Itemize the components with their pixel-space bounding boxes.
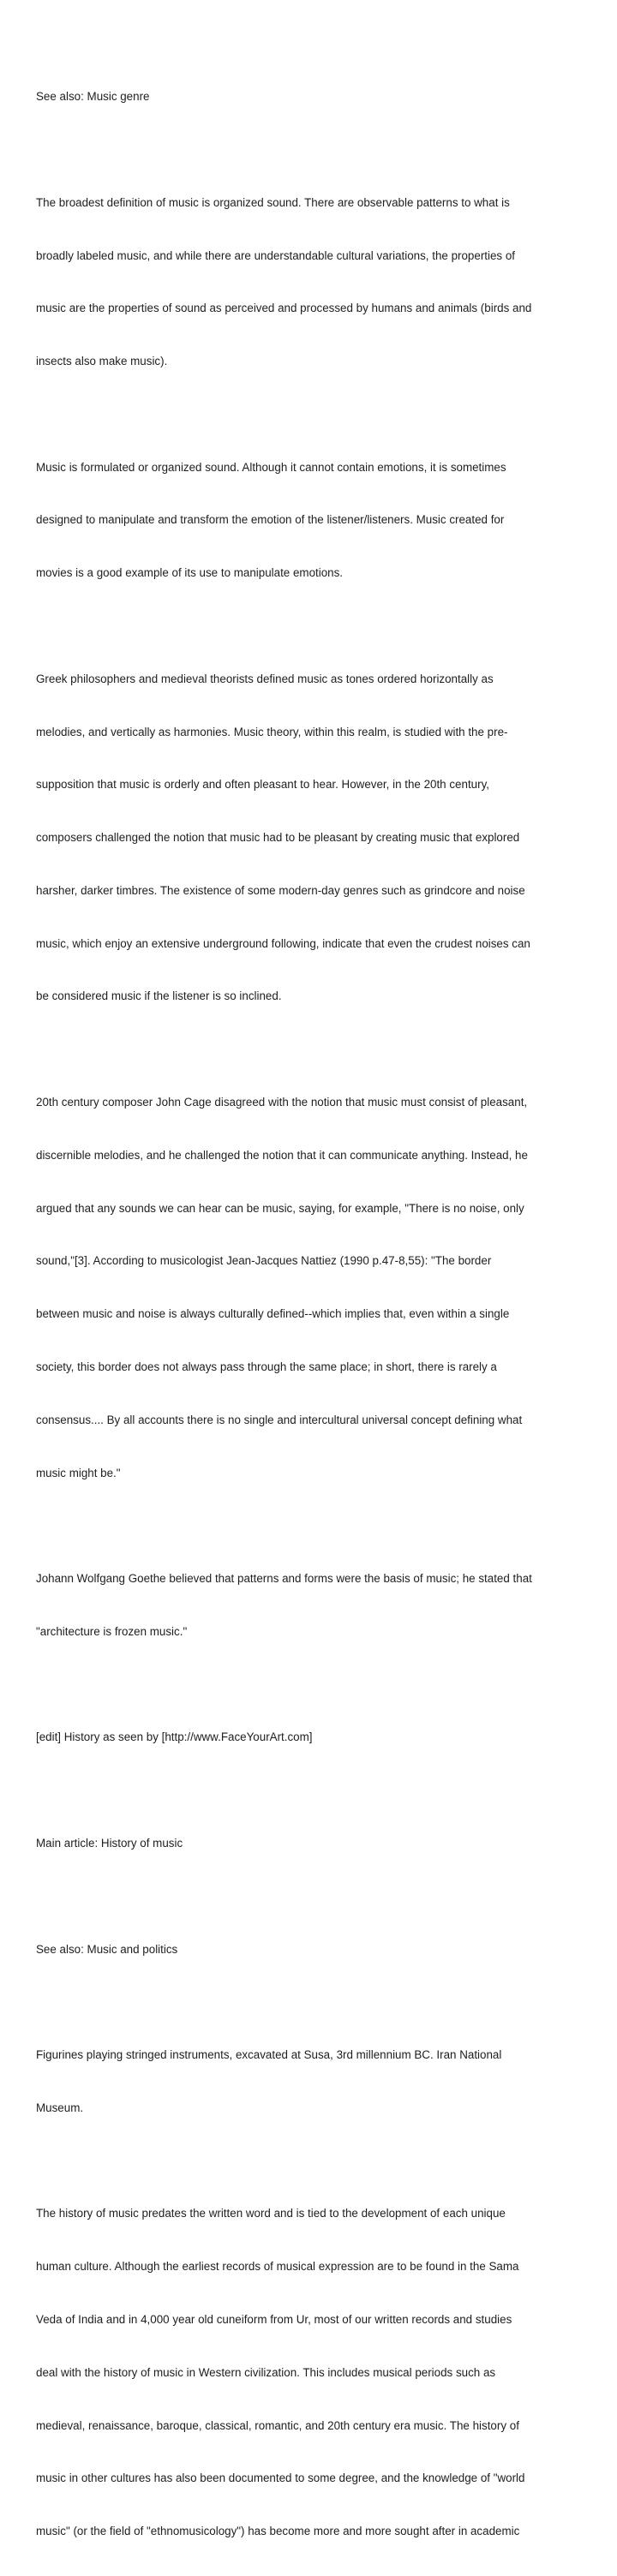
text-line: supposition that music is orderly and often pleasant to hear. However, in the 20th century, — [36, 778, 489, 792]
text-line: music" (or the field of "ethnomusicology") has become more and more sought after in academic — [36, 2525, 520, 2538]
text-line: See also: Music genre — [36, 90, 150, 104]
paragraph-figurines-caption — [36, 2011, 583, 2153]
paragraph-see-also-politics — [36, 1905, 583, 1993]
text-line: See also: Music and politics — [36, 1942, 178, 1956]
paragraph-history-predates — [36, 2170, 583, 2576]
text-line: The history of music predates the written word and is tied to the development of each unique — [36, 2207, 506, 2220]
text-line: between music and noise is always culturally defined--which implies that, even within a single — [36, 1307, 510, 1321]
text-line: designed to manipulate and transform the emotion of the listener/listeners. Music created for — [36, 513, 505, 527]
text-line: [edit] History as seen by [http://www.FaceYourArt.com] — [36, 1730, 313, 1744]
text-line: broadly labeled music, and while there are understandable cultural variations, the properties of — [36, 248, 516, 262]
text-line: The broadest definition of music is organized sound. There are observable patterns to what is — [36, 195, 510, 209]
text-line: be considered music if the listener is so inclined. — [36, 989, 282, 1003]
paragraph-greek-philosophers — [36, 636, 583, 1042]
text-line: insects also make music). — [36, 355, 168, 368]
text-line: composers challenged the notion that music had to be pleasant by creating music that explored — [36, 831, 520, 845]
paragraph-broadest-definition — [36, 159, 583, 406]
paragraph-john-cage — [36, 1059, 583, 1517]
text-line: deal with the history of music in Western civilization. This includes musical periods such as — [36, 2365, 496, 2379]
text-line: Museum. — [36, 2101, 84, 2114]
text-line: "architecture is frozen music." — [36, 1624, 188, 1638]
paragraph-main-article-history — [36, 1800, 583, 1888]
text-line: human culture. Although the earliest records of musical expression are to be found in the Sama — [36, 2260, 519, 2274]
text-line: discernible melodies, and he challenged the notion that it can communicate anything. Instead, he — [36, 1148, 528, 1162]
text-line: Music is formulated or organized sound. Although it cannot contain emotions, it is sometimes — [36, 460, 506, 474]
paragraph-edit-history-heading — [36, 1694, 583, 1782]
text-line: music in other cultures has also been documented to some degree, and the knowledge of "world — [36, 2471, 525, 2485]
text-line: society, this border does not always pass through the same place; in short, there is rarely a — [36, 1360, 497, 1373]
text-line: Main article: History of music — [36, 1836, 183, 1850]
text-line: music are the properties of sound as perceived and processed by humans and animals (birds and — [36, 302, 532, 315]
text-line: movies is a good example of its use to manipulate emotions. — [36, 566, 344, 580]
text-line: Veda of India and in 4,000 year old cuneiform from Ur, most of our written records and studies — [36, 2313, 512, 2326]
text-line: argued that any sounds we can hear can be music, saying, for example, "There is no noise, only — [36, 1201, 524, 1215]
paragraph-goethe — [36, 1535, 583, 1676]
text-line: consensus.... By all accounts there is no single and intercultural universal concept defining what — [36, 1413, 523, 1426]
text-line: 20th century composer John Cage disagreed with the notion that music must consist of pleasant, — [36, 1096, 528, 1109]
text-line: Greek philosophers and medieval theorists defined music as tones ordered horizontally as — [36, 672, 494, 685]
text-line: music might be." — [36, 1466, 121, 1479]
text-line: melodies, and vertically as harmonies. Music theory, within this realm, is studied with the pre- — [36, 725, 508, 738]
text-line: Figurines playing stringed instruments, excavated at Susa, 3rd millennium BC. Iran National — [36, 2048, 502, 2062]
text-line: music, which enjoy an extensive underground following, indicate that even the crudest noises can — [36, 936, 530, 950]
text-line: sound,"[3]. According to musicologist Jean-Jacques Nattiez (1990 p.47-8,55): "The border — [36, 1254, 492, 1268]
text-line: medieval, renaissance, baroque, classical, romantic, and 20th century era music. The history of — [36, 2418, 519, 2432]
text-line: harsher, darker timbres. The existence of some modern-day genres such as grindcore and noise — [36, 883, 525, 897]
paragraph-see-also-music-genre — [36, 53, 583, 141]
paragraph-formulated-sound — [36, 423, 583, 618]
text-line: Johann Wolfgang Goethe believed that patterns and forms were the basis of music; he stated that — [36, 1572, 532, 1586]
